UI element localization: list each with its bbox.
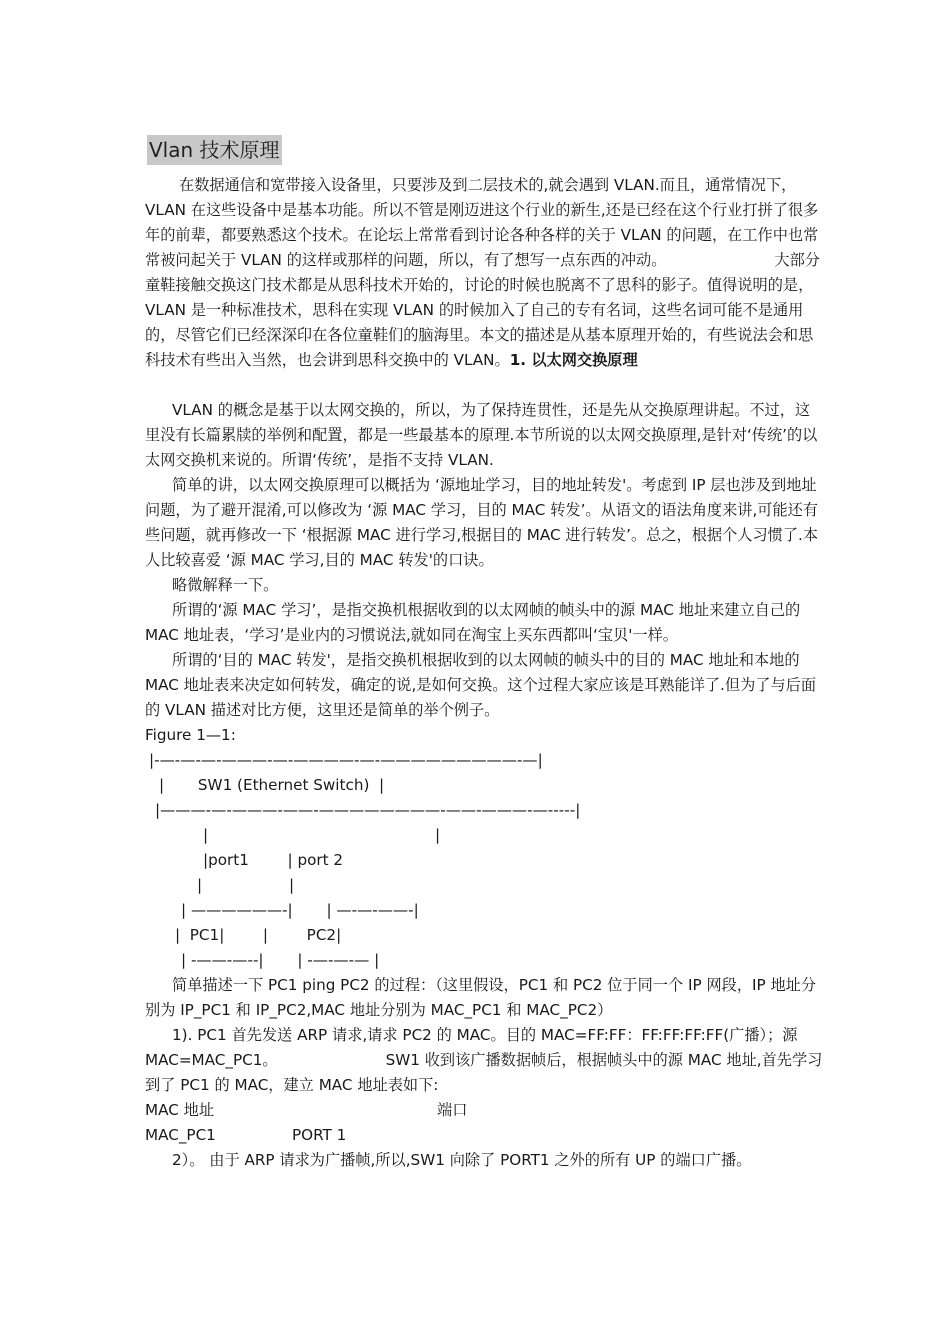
paragraph: 简单描述一下 PC1 ping PC2 的过程：（这里假设，PC1 和 PC2 位于同一个 IP 网段，IP 地址分别为 IP_PC1 和 IP_PC2,MAC 地址分别为 MAC_PC1 和 MAC_PC2） (145, 976, 817, 1019)
document-body (145, 173, 825, 1173)
diagram-line: | PC1| | PC2| (175, 926, 342, 944)
mac-table-cell-mac: MAC_PC1 (145, 1126, 216, 1144)
ascii-network-diagram (145, 748, 825, 973)
mac-table-header (145, 1098, 825, 1123)
paragraph (145, 1023, 825, 1098)
diagram-line: | | (203, 826, 441, 844)
diagram-line: | | (197, 876, 295, 894)
mac-table-header-port: 端口 (437, 1101, 468, 1119)
diagram-line: |-—-—-—-———-—-————-—-—————————-—| (149, 751, 543, 769)
diagram-line: |———-—-———-——-————————-——-———-—-----| (155, 801, 581, 819)
intro-text: 在数据通信和宽带接入设备里，只要涉及到二层技术的,就会遇到 VLAN.而且，通常情况下，VLAN 在这些设备中是基本功能。所以不管是刚迈进这个行业的新生,还是已经在这个行业打拼了很多年的前辈，都要熟悉这个技术。在论坛上常常看到讨论各种各样的关于 VLAN 的问题，在工作中也常常被问起关于 VLAN 的这样或那样的问题，所以，有了想写一点东西的冲动。 (145, 176, 819, 269)
paragraph: VLAN 的概念是基于以太网交换的，所以，为了保持连贯性，还是先从交换原理讲起。不过，这里没有长篇累牍的举例和配置，都是一些最基本的原理.本节所说的以太网交换原理,是针对‘传统’的以太网交换机来说的。所谓‘传统’，是指不支持 VLAN. (145, 401, 818, 469)
paragraph: 略微解释一下。 (172, 576, 279, 594)
paragraph: 所谓的‘目的 MAC 转发'，是指交换机根据收到的以太网帧的帧头中的目的 MAC 地址和本地的 MAC 地址表来决定如何转发，确定的说,是如何交换。这个过程大家应该是耳熟能详了.但为了与后面的 VLAN 描述对比方便，这里还是简单的举个例子。 (145, 651, 817, 719)
paragraph: 简单的讲，以太网交换原理可以概括为 ‘源地址学习，目的地址转发'。考虑到 IP 层也涉及到地址问题，为了避开混淆,可以修改为 ‘源 MAC 学习，目的 MAC 转发’。从语文的语法角度来讲,可能还有些问题，就再修改一下 ‘根据源 MAC 进行学习,根据目的 MAC 进行转发’。总之，根据个人习惯了.本人比较喜爱 ‘源 MAC 学习,目的 MAC 转发'的口诀。 (145, 476, 819, 569)
section-heading: 1. 以太网交换原理 (509, 351, 638, 369)
intro-paragraph (145, 173, 825, 373)
document-title: Vlan 技术原理 (147, 135, 282, 165)
figure-caption: Figure 1—1: (145, 726, 236, 744)
mac-table-header-mac: MAC 地址 (145, 1101, 215, 1119)
diagram-line: | SW1 (Ethernet Switch) | (159, 776, 385, 794)
intro-text-2: 大部分童鞋接触交换这门技术都是从思科技术开始的，讨论的时候也脱离不了思科的影子。值得说明的是，VLAN 是一种标准技术，思科在实现 VLAN 的时候加入了自己的专有名词，这些名词可能不是通用的，尽管它们已经深深印在各位童鞋们的脑海里。本文的描述是从基本原理开始的，有些说法会和思科技术有些出入当然，也会讲到思科交换中的 VLAN。 (145, 251, 820, 369)
mac-table-cell-port: PORT 1 (292, 1126, 347, 1144)
paragraph: 2）。 由于 ARP 请求为广播帧,所以,SW1 向除了 PORT1 之外的所有 UP 的端口广播。 (172, 1151, 752, 1169)
paragraph: 所谓的‘源 MAC 学习’，是指交换机根据收到的以太网帧的帧头中的源 MAC 地址来建立自己的 MAC 地址表，‘学习’是业内的习惯说法,就如同在淘宝上买东西都叫‘宝贝'一样。 (145, 601, 801, 644)
paragraph-text: SW1 收到该广播数据帧后，根据帧头中的源 MAC 地址,首先学习到了 PC1 的 MAC，建立 MAC 地址表如下: (145, 1051, 823, 1094)
diagram-line: | ——————-| | —-—-——-| (181, 901, 419, 919)
mac-table-row (145, 1123, 825, 1148)
diagram-line: |port1 | port 2 (203, 851, 344, 869)
diagram-line: | -——-—--| | -—-—-— | (181, 951, 380, 969)
paragraph-text: 1). PC1 首先发送 ARP 请求,请求 PC2 的 MAC。目的 MAC=FF:FF：FF:FF:FF:FF(广播）；源 MAC=MAC_PC1。 (145, 1026, 798, 1069)
